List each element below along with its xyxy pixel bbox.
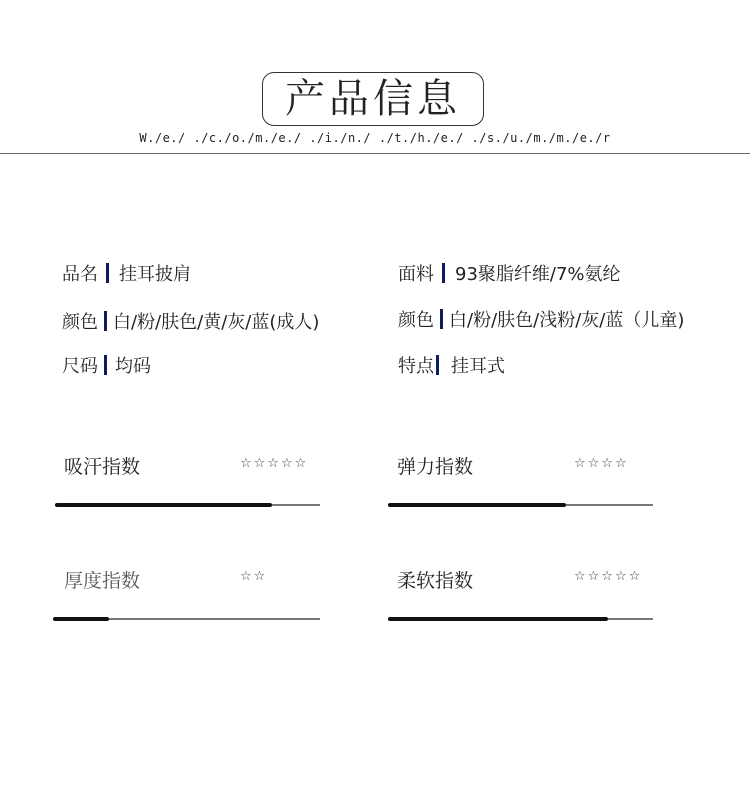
- index-label: 吸汗指数: [64, 456, 141, 478]
- separator-bar: [436, 355, 439, 375]
- spec-value: 93聚脂纤维/7%氨纶: [455, 264, 621, 285]
- page-subtitle: W./e./ ./c./o./m./e./ ./i./n./ ./t./h./e./ ./s./u./m./m./e./r: [139, 131, 611, 145]
- spec-value: 挂耳式: [451, 356, 505, 377]
- index-fill: [388, 617, 608, 621]
- index-label: 柔软指数: [397, 570, 474, 592]
- index-track: [388, 504, 653, 506]
- index-fill: [388, 503, 566, 507]
- title-box: [262, 72, 484, 126]
- spec-label: 尺码: [62, 356, 98, 377]
- star-rating-icon: ☆☆: [240, 569, 268, 584]
- star-rating-icon: ☆☆☆☆☆: [240, 456, 309, 471]
- index-label: 厚度指数: [64, 570, 141, 592]
- spec-color-child: [398, 306, 684, 332]
- index-track: [55, 504, 320, 506]
- header-divider: [0, 153, 750, 154]
- spec-label: 特点: [398, 356, 434, 377]
- separator-bar: [104, 355, 107, 375]
- spec-value: 白/粉/肤色/黄/灰/蓝(成人): [113, 312, 320, 333]
- spec-label: 颜色: [398, 310, 434, 331]
- separator-bar: [440, 309, 443, 329]
- spec-value: 白/粉/肤色/浅粉/灰/蓝（儿童): [449, 310, 685, 331]
- index-fill: [55, 503, 272, 507]
- index-fill: [53, 617, 109, 621]
- page-title: 产品信息: [285, 76, 461, 122]
- index-track: [388, 618, 653, 620]
- spec-fabric: [398, 260, 621, 286]
- spec-color-adult: [62, 308, 319, 334]
- spec-value: 挂耳披肩: [119, 264, 191, 285]
- separator-bar: [104, 311, 107, 331]
- separator-bar: [106, 263, 109, 283]
- star-rating-icon: ☆☆☆☆☆: [574, 569, 643, 584]
- star-rating-icon: ☆☆☆☆: [574, 456, 629, 471]
- index-track: [53, 618, 320, 620]
- spec-label: 面料: [398, 264, 434, 285]
- index-label: 弹力指数: [397, 456, 474, 478]
- spec-size: [62, 352, 151, 378]
- spec-label: 品名: [62, 264, 98, 285]
- spec-label: 颜色: [62, 312, 98, 333]
- separator-bar: [442, 263, 445, 283]
- spec-feature: [398, 352, 505, 378]
- spec-name: [62, 260, 191, 286]
- spec-value: 均码: [115, 356, 151, 377]
